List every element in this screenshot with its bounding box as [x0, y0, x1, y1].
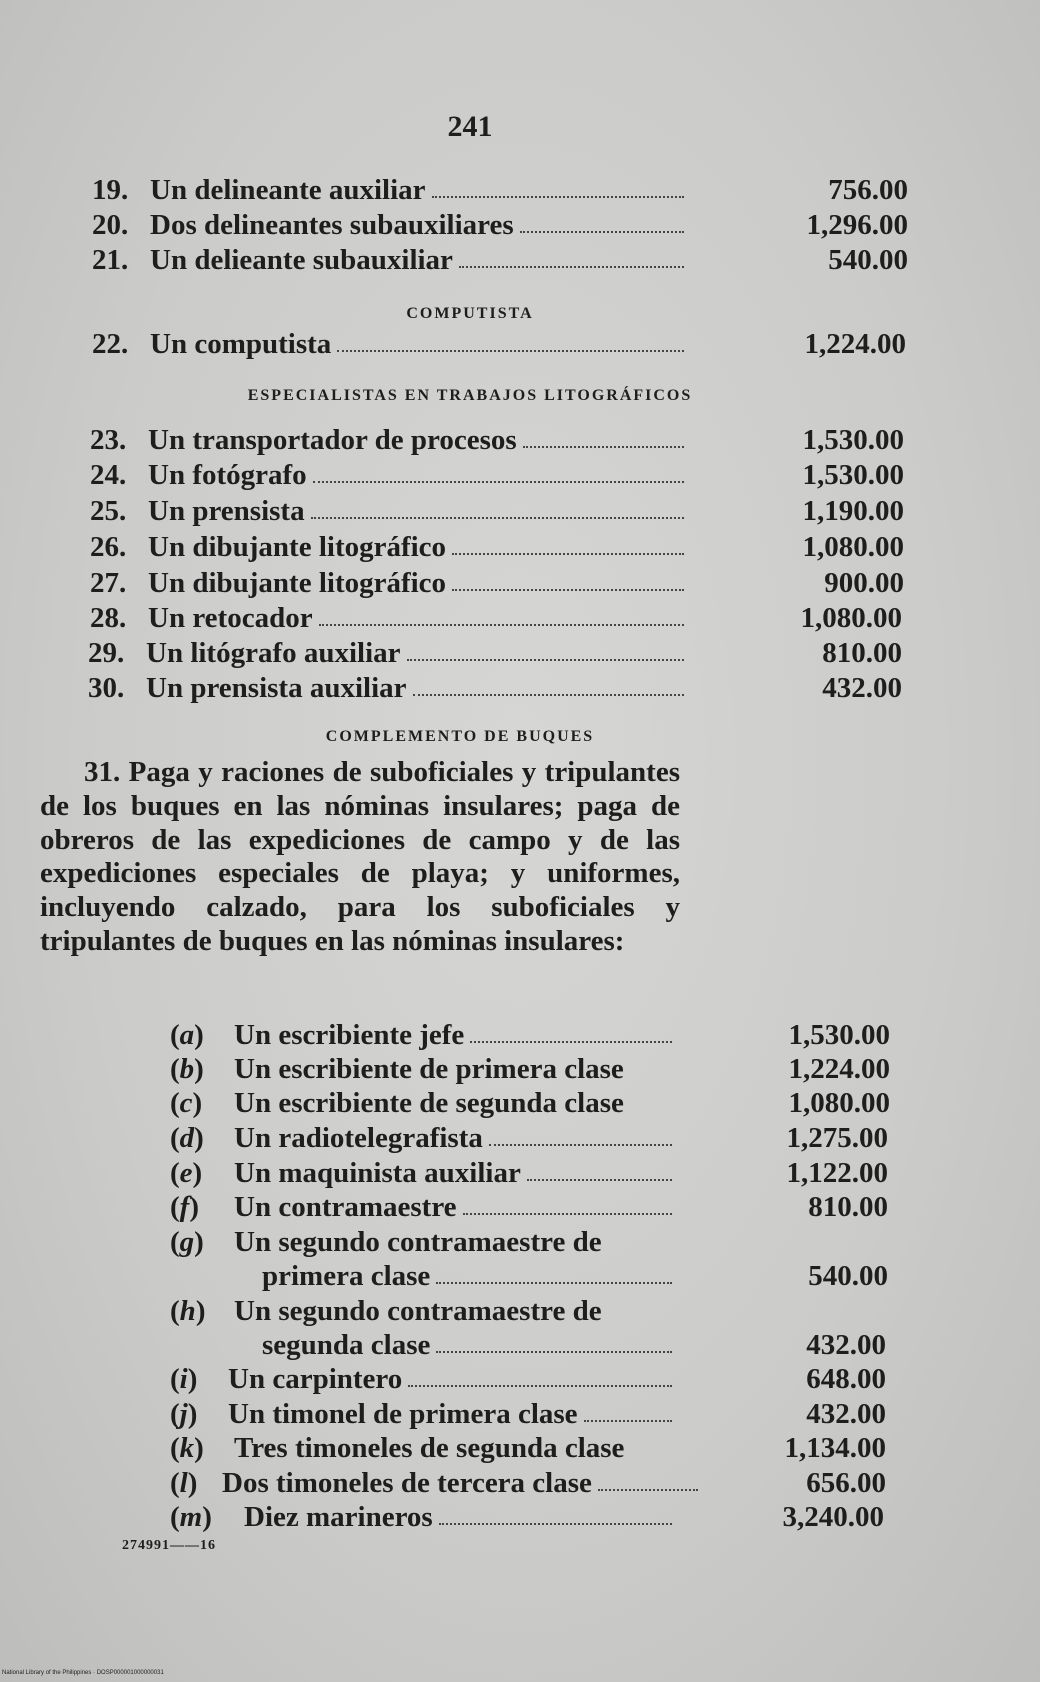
item-number: 28. [90, 602, 127, 634]
sub-item-amount: 1,224.00 [788, 1053, 890, 1085]
sub-item-label: Un timonel de primera clase [228, 1398, 578, 1430]
sub-item-amount: 656.00 [806, 1467, 886, 1499]
leader-dots [313, 479, 684, 483]
list-item [88, 671, 690, 705]
sub-item-cont-label: segunda clase [262, 1329, 431, 1361]
sub-item-letter: (g) [170, 1226, 204, 1258]
sub-item-letter: (k) [170, 1432, 204, 1464]
sub-item-amount: 810.00 [808, 1191, 888, 1223]
item-label: Un computista [150, 328, 332, 360]
sub-item [170, 1018, 678, 1052]
sub-item-letter: (a) [170, 1019, 204, 1051]
leader-dots [470, 1039, 672, 1043]
paragraph-text: Paga y raciones de suboficiales y tripulantes de los buques en las nóminas insulares; paga de obreros de las expediciones de campo y de las expediciones especiales de playa; y uniformes, incluyendo calzado, para los suboficiales y tripulantes de buques en las nóminas insulares: [40, 756, 681, 957]
leader-dots [489, 1142, 672, 1146]
leader-dots [436, 1280, 672, 1284]
sub-item [170, 1294, 678, 1328]
item-label: Un dibujante litográfico [148, 567, 447, 599]
sub-item-letter: (i) [170, 1363, 198, 1395]
page-number: 241 [447, 110, 493, 143]
sub-item-amount: 1,122.00 [786, 1157, 888, 1189]
leader-dots [311, 515, 684, 519]
leader-dots [459, 264, 684, 268]
item-amount: 1,224.00 [804, 328, 906, 360]
sub-item-amount: 1,134.00 [784, 1432, 886, 1464]
sub-item-letter: (j) [170, 1398, 198, 1430]
item-number: 19. [92, 174, 129, 206]
leader-dots [463, 1211, 672, 1215]
list-item [90, 601, 690, 635]
item-label: Un delineante auxiliar [150, 174, 426, 206]
leader-dots [598, 1487, 698, 1491]
list-item [92, 243, 690, 277]
item-amount: 810.00 [822, 637, 902, 669]
item-number: 30. [88, 672, 125, 704]
section-heading-buques: COMPLEMENTO DE BUQUES [325, 728, 595, 745]
sub-item-letter: (e) [170, 1157, 203, 1189]
leader-dots [523, 444, 684, 448]
section-heading-computista: COMPUTISTA [406, 305, 534, 322]
item-amount: 756.00 [828, 174, 908, 206]
item-amount: 1,080.00 [802, 531, 904, 563]
sub-item-label: Un contramaestre [234, 1191, 457, 1223]
item-number: 20. [92, 209, 129, 241]
sub-item [170, 1362, 678, 1396]
list-item [92, 173, 690, 207]
item-label: Un fotógrafo [148, 459, 307, 491]
sub-item-amount: 432.00 [806, 1398, 886, 1430]
sub-item-label: Un radiotelegrafista [234, 1122, 483, 1154]
sub-item-letter: (m) [170, 1501, 212, 1533]
item-number: 24. [90, 459, 127, 491]
sub-item-cont-label: primera clase [262, 1260, 431, 1292]
sub-item-amount: 1,530.00 [788, 1019, 890, 1051]
sub-item-letter: (h) [170, 1295, 206, 1327]
leader-dots [452, 551, 684, 555]
item-label: Un retocador [148, 602, 313, 634]
item-number: 22. [92, 328, 129, 360]
item-number: 27. [90, 567, 127, 599]
sub-item-label: Dos timoneles de tercera clase [222, 1467, 592, 1499]
sub-item-letter: (d) [170, 1122, 204, 1154]
item-number: 26. [90, 531, 127, 563]
leader-dots [432, 194, 684, 198]
item-number: 21. [92, 244, 129, 276]
sub-item-label: Un escribiente de primera clase [234, 1053, 624, 1085]
leader-dots [408, 1383, 672, 1387]
list-item [90, 530, 690, 564]
list-item [92, 208, 690, 242]
sub-item [170, 1225, 678, 1259]
sub-item [170, 1466, 704, 1500]
leader-dots [319, 622, 684, 626]
item-amount: 1,296.00 [806, 209, 908, 241]
item-amount: 900.00 [824, 567, 904, 599]
sub-item-label: Diez marineros [244, 1501, 433, 1533]
sub-item-label: Un segundo contramaestre de [234, 1295, 602, 1327]
sub-item-label: Un carpintero [228, 1363, 403, 1395]
sub-item-continuation [262, 1259, 678, 1293]
sub-item [170, 1086, 678, 1120]
list-item [88, 636, 690, 670]
leader-dots [527, 1177, 672, 1181]
sub-item-label: Tres timoneles de segunda clase [234, 1432, 625, 1464]
list-item [90, 566, 690, 600]
leader-dots [413, 692, 684, 696]
sub-item [170, 1190, 678, 1224]
list-item [90, 458, 690, 492]
item-number: 23. [90, 424, 127, 456]
item-amount: 1,190.00 [802, 495, 904, 527]
sub-item-letter: (b) [170, 1053, 204, 1085]
paragraph-31 [40, 756, 680, 959]
item-number: 25. [90, 495, 127, 527]
item-amount: 540.00 [828, 244, 908, 276]
sub-item-amount: 1,275.00 [786, 1122, 888, 1154]
list-item [90, 423, 690, 457]
sub-item-amount: 3,240.00 [782, 1501, 884, 1533]
library-stamp: National Library of the Philippines · DOSP000001000000031 [2, 1670, 164, 1676]
leader-dots [337, 348, 684, 352]
sub-item [170, 1156, 678, 1190]
item-label: Un litógrafo auxiliar [146, 637, 401, 669]
sub-item-label: Un escribiente jefe [234, 1019, 465, 1051]
sub-item-letter: (f) [170, 1191, 200, 1223]
sub-item-amount: 1,080.00 [788, 1087, 890, 1119]
sub-item [170, 1431, 678, 1465]
item-amount: 432.00 [822, 672, 902, 704]
leader-dots [407, 657, 684, 661]
sub-item-letter: (c) [170, 1087, 203, 1119]
leader-dots [439, 1521, 672, 1525]
item-label: Un transportador de procesos [148, 424, 517, 456]
item-label: Un prensista [148, 495, 305, 527]
leader-dots [584, 1418, 672, 1422]
paragraph-number: 31. [84, 756, 121, 788]
sub-item-letter: (l) [170, 1467, 198, 1499]
sub-item-label: Un escribiente de segunda clase [234, 1087, 624, 1119]
list-item [92, 327, 690, 361]
sub-item-label: Un segundo contramaestre de [234, 1226, 602, 1258]
sub-item-amount: 432.00 [806, 1329, 886, 1361]
item-amount: 1,080.00 [800, 602, 902, 634]
item-amount: 1,530.00 [802, 459, 904, 491]
item-label: Un dibujante litográfico [148, 531, 447, 563]
sub-item [170, 1121, 678, 1155]
print-code: 274991——16 [122, 1538, 216, 1553]
list-item [90, 494, 690, 528]
item-label: Dos delineantes subauxiliares [150, 209, 514, 241]
leader-dots [520, 229, 684, 233]
sub-item-amount: 540.00 [808, 1260, 888, 1292]
sub-item [170, 1500, 678, 1534]
leader-dots [436, 1349, 672, 1353]
sub-item [170, 1052, 678, 1086]
sub-item-continuation [262, 1328, 678, 1362]
sub-item-amount: 648.00 [806, 1363, 886, 1395]
item-amount: 1,530.00 [802, 424, 904, 456]
item-label: Un prensista auxiliar [146, 672, 407, 704]
sub-item [170, 1397, 678, 1431]
item-number: 29. [88, 637, 125, 669]
section-heading-lito: ESPECIALISTAS EN TRABAJOS LITOGRÁFICOS [247, 387, 693, 404]
leader-dots [452, 587, 684, 591]
item-label: Un delieante subauxiliar [150, 244, 453, 276]
sub-item-label: Un maquinista auxiliar [234, 1157, 521, 1189]
